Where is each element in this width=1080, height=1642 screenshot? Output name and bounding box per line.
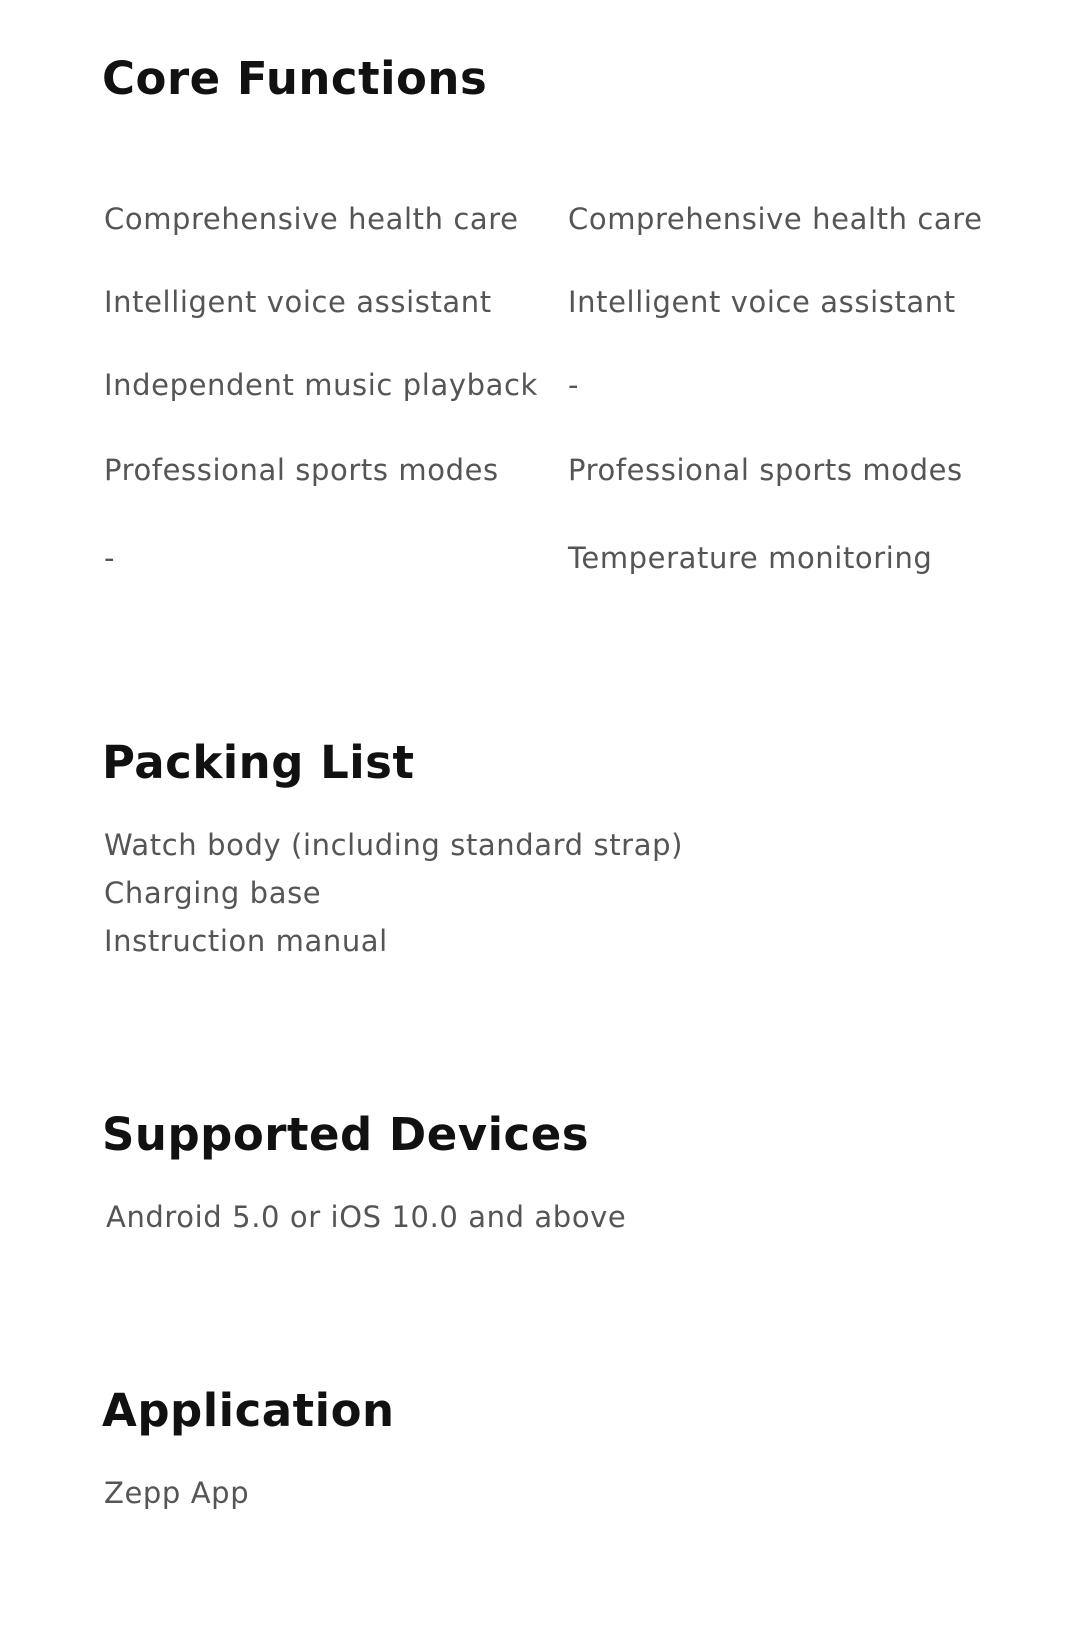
feature-cell-right: Intelligent voice assistant bbox=[568, 285, 956, 319]
feature-cell-left: Independent music playback bbox=[104, 368, 538, 402]
supported-devices-text: Android 5.0 or iOS 10.0 and above bbox=[106, 1200, 627, 1234]
application-text: Zepp App bbox=[104, 1476, 250, 1510]
list-item: Watch body (including standard strap) bbox=[104, 828, 683, 862]
feature-cell-right: Comprehensive health care bbox=[568, 202, 983, 236]
feature-cell-right: - bbox=[568, 368, 580, 402]
packing-list-title: Packing List bbox=[102, 736, 415, 789]
feature-cell-left: Comprehensive health care bbox=[104, 202, 519, 236]
feature-cell-left: Professional sports modes bbox=[104, 453, 499, 487]
feature-cell-right: Temperature monitoring bbox=[568, 541, 933, 575]
list-item: Instruction manual bbox=[104, 924, 388, 958]
feature-cell-left: - bbox=[104, 541, 116, 575]
core-functions-title: Core Functions bbox=[102, 52, 488, 105]
application-title: Application bbox=[102, 1384, 395, 1437]
supported-devices-title: Supported Devices bbox=[102, 1108, 589, 1161]
list-item: Charging base bbox=[104, 876, 322, 910]
feature-cell-right: Professional sports modes bbox=[568, 453, 963, 487]
feature-cell-left: Intelligent voice assistant bbox=[104, 285, 492, 319]
